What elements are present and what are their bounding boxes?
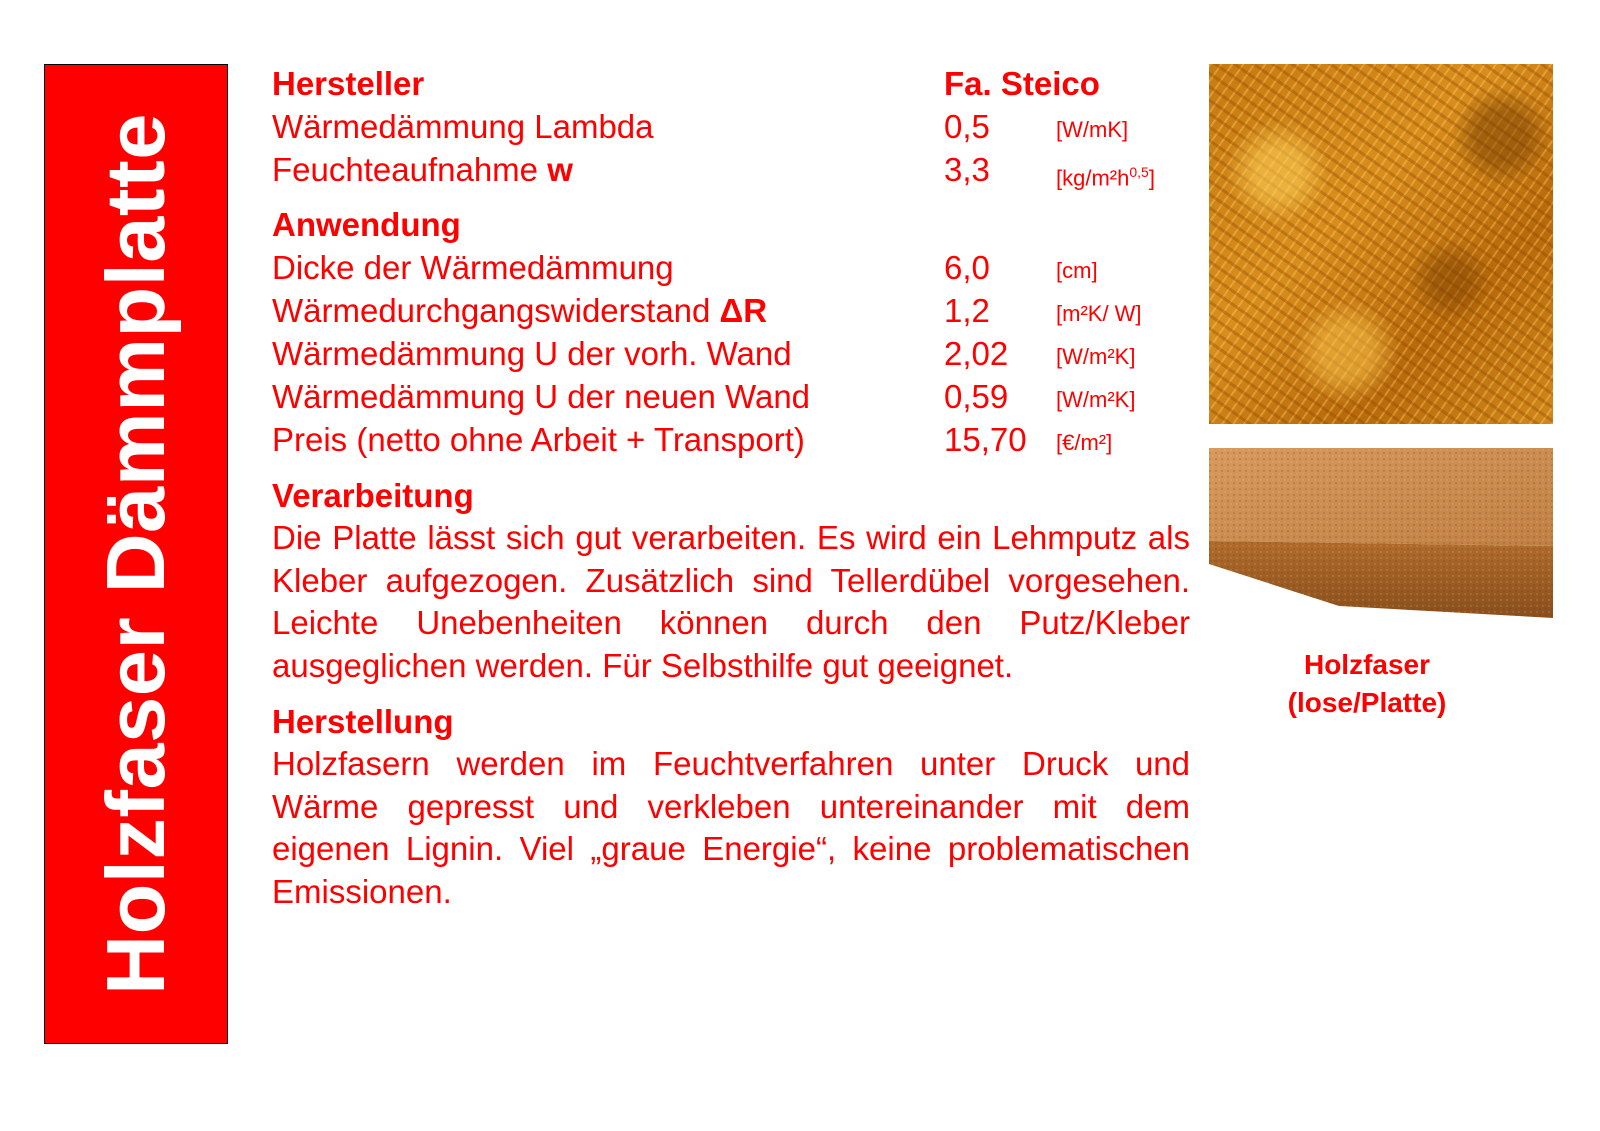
spec-row-u-neu (272, 375, 1192, 418)
spec-label (272, 289, 767, 332)
spec-row-u-vorh (272, 332, 1192, 375)
spec-label-text: Wärmedurchgangswiderstand (272, 292, 720, 329)
spec-sheet (272, 62, 1192, 913)
spec-value: 6,0 (944, 249, 990, 286)
spec-label-symbol: ΔR (719, 292, 768, 329)
page-title: Holzfaser Dämmplatte (89, 113, 182, 995)
section-anwendung (272, 203, 1192, 246)
caption-line-1: Holzfaser (1303, 649, 1431, 680)
spec-row-hersteller (272, 62, 1192, 105)
spec-row-widerstand (272, 289, 1192, 332)
spec-row-feuchte (272, 148, 1192, 191)
wood-fiber-loose-photo (1209, 64, 1553, 424)
spec-unit: [m²K/ W] (1056, 301, 1142, 326)
spec-unit: [W/m²K] (1056, 344, 1136, 369)
section-heading: Anwendung (272, 206, 461, 243)
spec-label-symbol: w (547, 151, 573, 188)
image-caption (1254, 646, 1480, 722)
spec-label: Dicke der Wärmedämmung (272, 249, 674, 286)
spec-value: 2,02 (944, 335, 1009, 372)
spec-value: 0,59 (944, 378, 1009, 415)
section-heading-herstellung: Herstellung (272, 703, 454, 740)
title-bar (44, 64, 228, 1044)
spec-value: 1,2 (944, 292, 990, 329)
spec-value: 3,3 (944, 151, 990, 188)
spec-unit: [cm] (1056, 258, 1098, 283)
spec-row-dicke (272, 246, 1192, 289)
unit-bracket: ] (1148, 165, 1155, 191)
paragraph-herstellung: Holzfasern werden im Feuchtverfahren unter Druck und Wärme gepresst und verkleben untereinander mit dem eigenen Lignin. Viel „graue Energie“, keine problematischen Emissionen. (272, 745, 1190, 910)
spec-unit: [W/mK] (1056, 117, 1129, 142)
spec-unit: [W/m²K] (1056, 387, 1136, 412)
spec-label: Wärmedämmung U der vorh. Wand (272, 335, 792, 372)
unit-exponent: 0,5 (1129, 164, 1149, 180)
unit-text: [kg/m²h (1056, 165, 1130, 191)
spec-label: Hersteller (272, 65, 425, 102)
paragraph-verarbeitung: Die Platte lässt sich gut verarbeiten. Es wird ein Lehmputz als Kleber aufgezogen. Zusätzlich sind Tellerdübel vorgesehen. Leichte Unebenheiten können durch den Putz/Kleber ausgeglichen werden. Für Selbsthilfe gut geeignet. (272, 519, 1190, 684)
spec-unit: [€/m²] (1056, 430, 1113, 455)
spec-value: 0,5 (944, 108, 990, 145)
spec-label-text: Feuchteaufnahme (272, 151, 548, 188)
spec-label: Wärmedämmung U der neuen Wand (272, 378, 811, 415)
caption-line-2: (lose/Platte) (1287, 687, 1447, 718)
spec-value: 15,70 (944, 421, 1027, 458)
spec-unit (1056, 151, 1155, 199)
spec-label (272, 148, 573, 191)
spec-value: Fa. Steico (944, 65, 1100, 102)
spec-row-lambda (272, 105, 1192, 148)
section-heading-verarbeitung: Verarbeitung (272, 477, 474, 514)
spec-label: Wärmedämmung Lambda (272, 108, 654, 145)
spec-row-preis (272, 418, 1192, 461)
spec-label: Preis (netto ohne Arbeit + Transport) (272, 421, 805, 458)
wood-fiber-board-photo (1209, 446, 1553, 618)
